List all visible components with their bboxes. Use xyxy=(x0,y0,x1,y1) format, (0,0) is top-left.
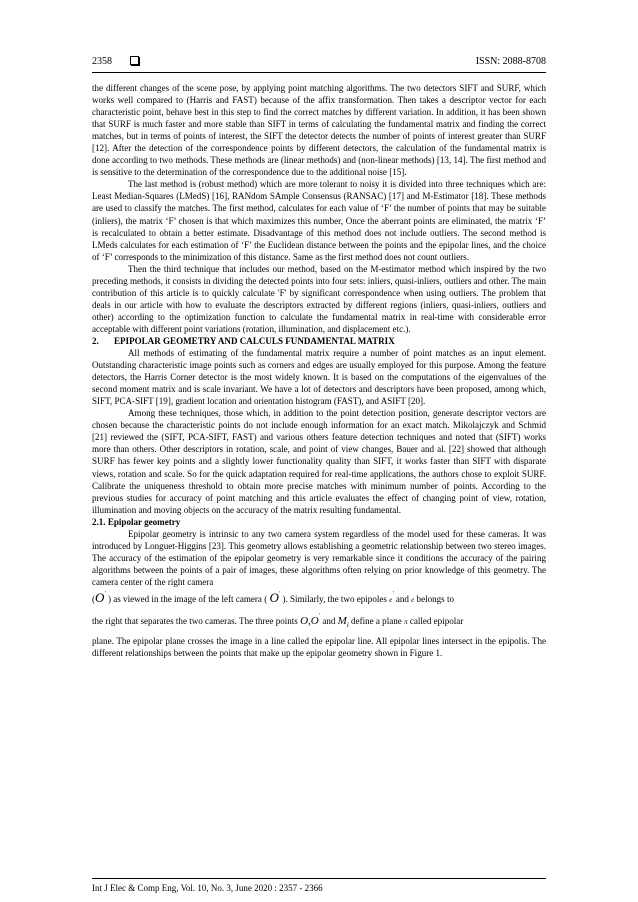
page-footer: Int J Elec & Comp Eng, Vol. 10, No. 3, June 2020 : 2357 - 2366 xyxy=(92,883,323,893)
paragraph: The last method is (robust method) which are more tolerant to noisy it is divided into three techniques which are: Least Median-Squares (LMedS) [16], RANdom SAmple Consensus (RANSAC) [17] and M-Estimator [18]. These methods are used to classify the matches. The first method, calculates for each value of ‘F’ the number of points that may be suitable (inliers), the matrix ‘F’ chosen is that which maximizes this number, Once the aberrant points are eliminated, the matrix ‘F’ is recalculated to obtain a better estimate. Disadvantage of this method does not include outliers. The second method is LMeds calculates for each estimation of ‘F’ the Euclidean distance between the points and the epipolar lines, and the choice of ‘F’ corresponds to the minimization of this distance. Same as the first method does not count outliers. xyxy=(92,179,546,262)
paragraph: the different changes of the scene pose, by applying point matching algorithms. The two detectors SIFT and SURF, which works well compared to (Harris and FAST) because of the affix transformation. Then takes a descriptor vector for each characteristic point, behave best in this step to find the correct matches by different variation. In addition, it has been shown that SURF is much faster and more stable than SIFT in terms of calculating the fundamental matrix and finding the correct matches, but in terms of points of interest, the SIFT the detector detects the number of points of interest greater than SURF [12]. After the detection of the correspondence points by different detectors, the calculation of the fundamental matrix is done according to two methods. These methods are (linear methods) and (non-linear methods) [13, 14]. The first method and is sensitive to the determination of the correspondence due to the additional noise [15]. xyxy=(92,83,546,178)
math-M: $M_i$ xyxy=(337,614,349,630)
math-O: O' xyxy=(95,589,106,605)
body-text xyxy=(92,82,546,659)
section-title: EPIPOLAR GEOMETRY AND CALCULS FUNDAMENTAL MATRIX xyxy=(114,335,395,346)
footer-rule xyxy=(92,878,546,879)
page-header xyxy=(92,56,546,70)
paragraph xyxy=(92,528,546,588)
section-number: 2. xyxy=(92,335,99,346)
header-rule xyxy=(92,72,546,73)
paragraph: All methods of estimating of the fundamental matrix require a number of point matches as an input element. Outstanding characteristic image points such as corners and edges are usually employed for this purpose. Among the feature detectors, the Harris Corner detector is the most widely known. It is based on the computations of the eigenvalues of the second moment matrix and is scale invariant. We have a lot of detectors and descriptors have been proposed, among which, SIFT, PCA-SIFT [19], gradient location and orientation histogram (FAST), and ASIFT [20]. xyxy=(92,348,546,407)
paragraph-math-line: the right that separates the two cameras. The three points O,O' and $M_i$ define a plane π called epipolar xyxy=(92,612,464,630)
paragraph: Among these techniques, those which, in addition to the point detection position, generate descriptor vectors are chosen because the characteristic points do not include enough information for an exact match. Mikolajczyk and Schmid [21] reviewed the (SIFT, PCA-SIFT, FAST) and various others feature detection techniques and noted that (SIFT) works more than others. Other descriptors in rotation, scale, and point of view changes, Bauer and al. [22] showed that although SURF has fewer key points and a slightly lower functionality quality than SIFT, it works faster than SIFT with disparate views, rotation and scale. So for the quick adaptation required for real-time applications, the authors chose to exploit SURF. Calibrate the uniqueness threshold to obtain more precise matches with minimum number of points. According to the previous studies for accuracy of point matching and this article evaluates the effect of changing point of view, rotation, illumination and moving objects on the accuracy of the matrix resulting fundamental. xyxy=(92,408,546,515)
math-O-prime: O' xyxy=(269,589,281,605)
paragraph-math-line: (O' ) as viewed in the image of the left camera ( O' ). Similarly, the two epipoles e' and e belongs to xyxy=(92,589,454,605)
subsection-heading: 2.1. Epipolar geometry xyxy=(92,516,181,527)
paragraph-text: Epipolar geometry is intrinsic to any two camera system regardless of the model used for these cameras. It was introduced by Longuet-Higgins [23]. This geometry allows establishing a geometric relationship between two stereo images. The accuracy of the estimation of the epipolar geometry is very remarkable since it conditions the accuracy of the pairing algorithms between the points of a pair of images, these algorithms often relying on prior knowledge of this geometry. The camera center of the right camera xyxy=(92,528,546,587)
math-O-O: O,O' xyxy=(300,612,321,627)
paragraph: plane. The epipolar plane crosses the image in a line called the epipolar line. All epipolar lines intersect in the epipolis. The different relationships between the points that make up the epipolar geometry shown in Figure 1. xyxy=(92,636,546,659)
page-number: 2358 xyxy=(92,56,112,67)
math-e2: e xyxy=(411,595,415,604)
paragraph: Then the third technique that includes our method, based on the M-estimator method which inspired by the two preceding methods, it consists in dividing the detected points into four sets: inliers, quasi-inliers, outliers and other. The main contribution of this article is to quickly calculate 'F' by significant correspondence when using outliers. The problem that deals in our article with how to evaluate the descriptors extracted by different regions (inliers, quasi-inliers, outliers and other) according to the optimization function to calculate the fundamental matrix in real-time with considerable error acceptable with different point variations (rotation, illumination, and displacement etc.). xyxy=(92,263,546,334)
section-heading xyxy=(92,335,546,347)
math-pi: π xyxy=(404,617,408,626)
issn-label: ISSN: 2088-8708 xyxy=(475,56,546,67)
math-e: e' xyxy=(389,590,394,604)
checkbox-square-icon xyxy=(130,56,139,65)
